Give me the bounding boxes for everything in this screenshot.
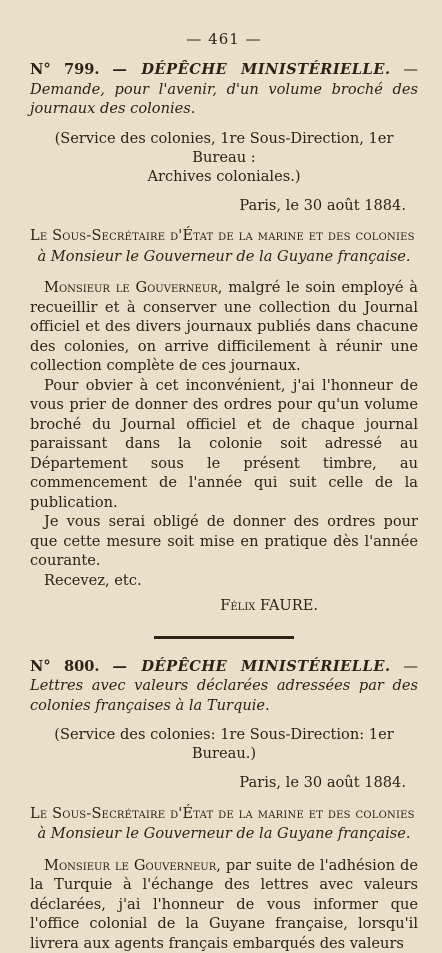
- salutation: Monsieur le Gouverneur,: [44, 857, 221, 874]
- dispatch-799: [30, 60, 418, 616]
- service-line: Archives coloniales.): [48, 167, 400, 186]
- dispatch-title: — DÉPÊCHE MINISTÉRIELLE.: [112, 658, 390, 675]
- dispatch-heading: [30, 657, 418, 716]
- dispatch-title: — DÉPÊCHE MINISTÉRIELLE.: [112, 61, 390, 78]
- service-line: (Service des colonies, 1re Sous-Direction, 1er Bureau :: [48, 129, 400, 167]
- dispatch-heading: [30, 60, 418, 119]
- closing-line: Recevez, etc.: [30, 571, 418, 591]
- salutation: Monsieur le Gouverneur,: [44, 279, 222, 296]
- page-number: — 461 —: [30, 30, 418, 48]
- service-note: [48, 129, 400, 186]
- recipient-line: à Monsieur le Gouverneur de la Guyane française.: [30, 824, 418, 844]
- sender-line: Le Sous-Secrétaire d'État de la marine et des colonies: [30, 227, 418, 247]
- body-paragraph: [30, 856, 418, 953]
- dispatch-800: [30, 657, 418, 953]
- dispatch-subject: — Demande, pour l'avenir, d'un volume broché des journaux des colonies.: [30, 61, 418, 117]
- body-paragraph: Je vous serai obligé de donner des ordres pour que cette mesure soit mise en pratique dès l'année courante.: [30, 512, 418, 571]
- paragraph-text: par suite de l'adhésion de la Turquie à l'échange des lettres avec valeurs déclarées, j'ai l'honneur de vous informer que l'office colonial de la Guyane française, lorsqu'il livrera aux agents français embarqués des valeurs: [30, 857, 418, 952]
- section-divider: [154, 636, 294, 639]
- body-paragraph: Pour obvier à cet inconvénient, j'ai l'honneur de vous prier de donner des ordres pour qu'un volume broché du Journal officiel et de chaque journal paraissant dans la colonie soit adressé au Département sous le présent timbre, au commencement de l'année qui suit celle de la publication.: [30, 376, 418, 513]
- dispatch-number: N° 800.: [30, 658, 100, 675]
- dispatch-subject: — Lettres avec valeurs déclarées adressées par des colonies françaises à la Turquie.: [30, 658, 418, 714]
- service-note: (Service des colonies: 1re Sous-Direction: 1er Bureau.): [48, 725, 400, 763]
- signature: Félix FAURE.: [30, 596, 418, 616]
- body-paragraph: [30, 278, 418, 376]
- sender-line: Le Sous-Secrétaire d'État de la marine et des colonies: [30, 805, 418, 825]
- paragraph-text: malgré le soin employé à recueillir et à conserver une collection du Journal officiel et des divers journaux publiés dans chacune des colonies, on arrive difficilement à réunir une collection complète de ces journaux.: [30, 279, 418, 374]
- recipient-line: à Monsieur le Gouverneur de la Guyane française.: [30, 247, 418, 267]
- dispatch-date: Paris, le 30 août 1884.: [30, 773, 418, 793]
- dispatch-number: N° 799.: [30, 61, 100, 78]
- dispatch-date: Paris, le 30 août 1884.: [30, 196, 418, 216]
